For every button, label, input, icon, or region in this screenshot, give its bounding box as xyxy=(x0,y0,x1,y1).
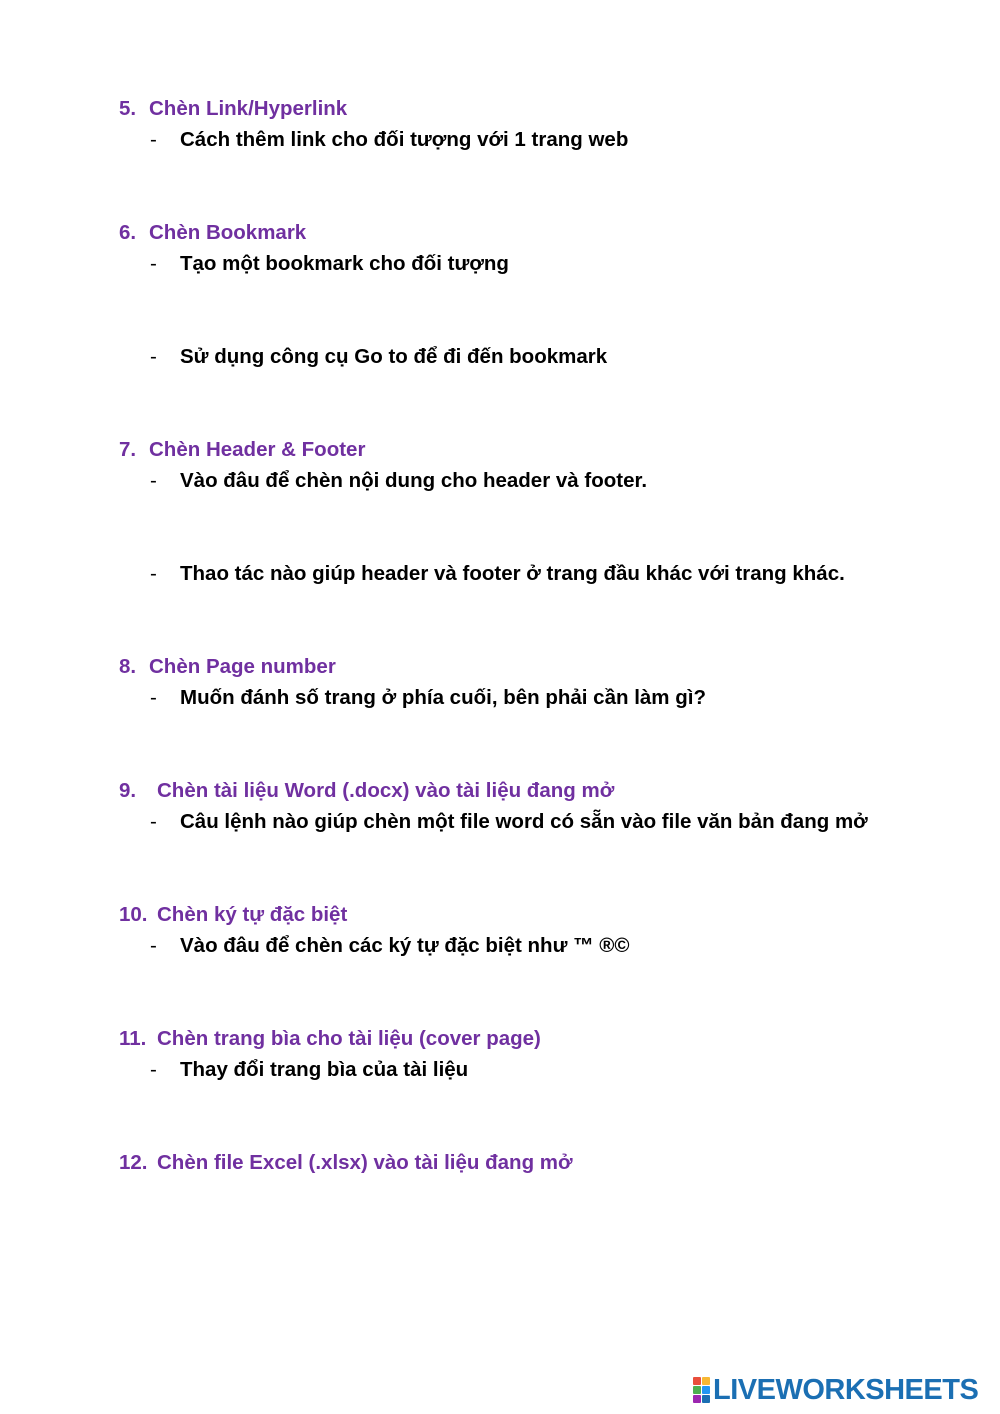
bullet-text: Thao tác nào giúp header và footer ở trang đầu khác với trang khác. xyxy=(180,562,845,585)
section-title: Chèn Link/Hyperlink xyxy=(149,97,348,120)
section-7-bullet-1 xyxy=(150,469,647,493)
section-title: Chèn file Excel (.xlsx) vào tài liệu đang mở xyxy=(157,1151,573,1174)
section-11-bullet-1 xyxy=(150,1058,468,1082)
liveworksheets-logo-icon xyxy=(693,1377,710,1403)
section-number: 12. xyxy=(119,1151,148,1174)
section-title: Chèn ký tự đặc biệt xyxy=(157,903,348,926)
bullet-text: Câu lệnh nào giúp chèn một file word có sẵn vào file văn bản đang mở xyxy=(180,810,868,833)
bullet-text: Vào đâu để chèn nội dung cho header và footer. xyxy=(180,469,648,492)
section-8-bullet-1 xyxy=(150,686,706,710)
section-number: 10. xyxy=(119,903,148,926)
section-number: 5. xyxy=(119,97,137,120)
section-7-heading xyxy=(119,438,365,462)
section-number: 9. xyxy=(119,779,137,802)
bullet-text: Muốn đánh số trang ở phía cuối, bên phải cần làm gì? xyxy=(180,686,706,709)
bullet-text: Sử dụng công cụ Go to để đi đến bookmark xyxy=(180,345,608,368)
section-12-heading xyxy=(119,1151,573,1175)
section-title: Chèn Bookmark xyxy=(149,221,307,244)
section-5-bullet-1 xyxy=(150,128,628,152)
section-8-heading xyxy=(119,655,336,679)
section-title: Chèn tài liệu Word (.docx) vào tài liệu đang mở xyxy=(157,779,615,802)
bullet-dash: - xyxy=(150,469,157,492)
bullet-dash: - xyxy=(150,810,157,833)
bullet-text: Cách thêm link cho đối tượng với 1 trang web xyxy=(180,128,629,151)
section-number: 6. xyxy=(119,221,137,244)
bullet-text: Thay đổi trang bìa của tài liệu xyxy=(180,1058,469,1081)
section-number: 11. xyxy=(119,1027,147,1050)
bullet-dash: - xyxy=(150,252,157,275)
section-number: 8. xyxy=(119,655,137,678)
section-title: Chèn Page number xyxy=(149,655,336,678)
bullet-dash: - xyxy=(150,934,157,957)
bullet-dash: - xyxy=(150,562,157,585)
bullet-dash: - xyxy=(150,128,157,151)
section-9-heading xyxy=(119,779,614,803)
section-10-heading xyxy=(119,903,347,927)
section-5-heading xyxy=(119,97,347,121)
section-6-bullet-2 xyxy=(150,345,607,369)
bullet-dash: - xyxy=(150,1058,157,1081)
section-11-heading xyxy=(119,1027,541,1051)
liveworksheets-logo xyxy=(693,1376,978,1404)
bullet-dash: - xyxy=(150,686,157,709)
section-6-heading xyxy=(119,221,306,245)
logo-text: LIVEWORKSHEETS xyxy=(713,1374,979,1406)
section-number: 7. xyxy=(119,438,137,461)
section-title: Chèn trang bìa cho tài liệu (cover page) xyxy=(157,1027,541,1050)
bullet-text: Vào đâu để chèn các ký tự đặc biệt như ™ ®© xyxy=(180,934,630,957)
bullet-dash: - xyxy=(150,345,157,368)
section-7-bullet-2 xyxy=(150,562,845,586)
section-title: Chèn Header & Footer xyxy=(149,438,366,461)
section-6-bullet-1 xyxy=(150,252,509,276)
section-9-bullet-1 xyxy=(150,810,868,834)
section-10-bullet-1 xyxy=(150,934,630,958)
bullet-text: Tạo một bookmark cho đối tượng xyxy=(180,252,509,275)
